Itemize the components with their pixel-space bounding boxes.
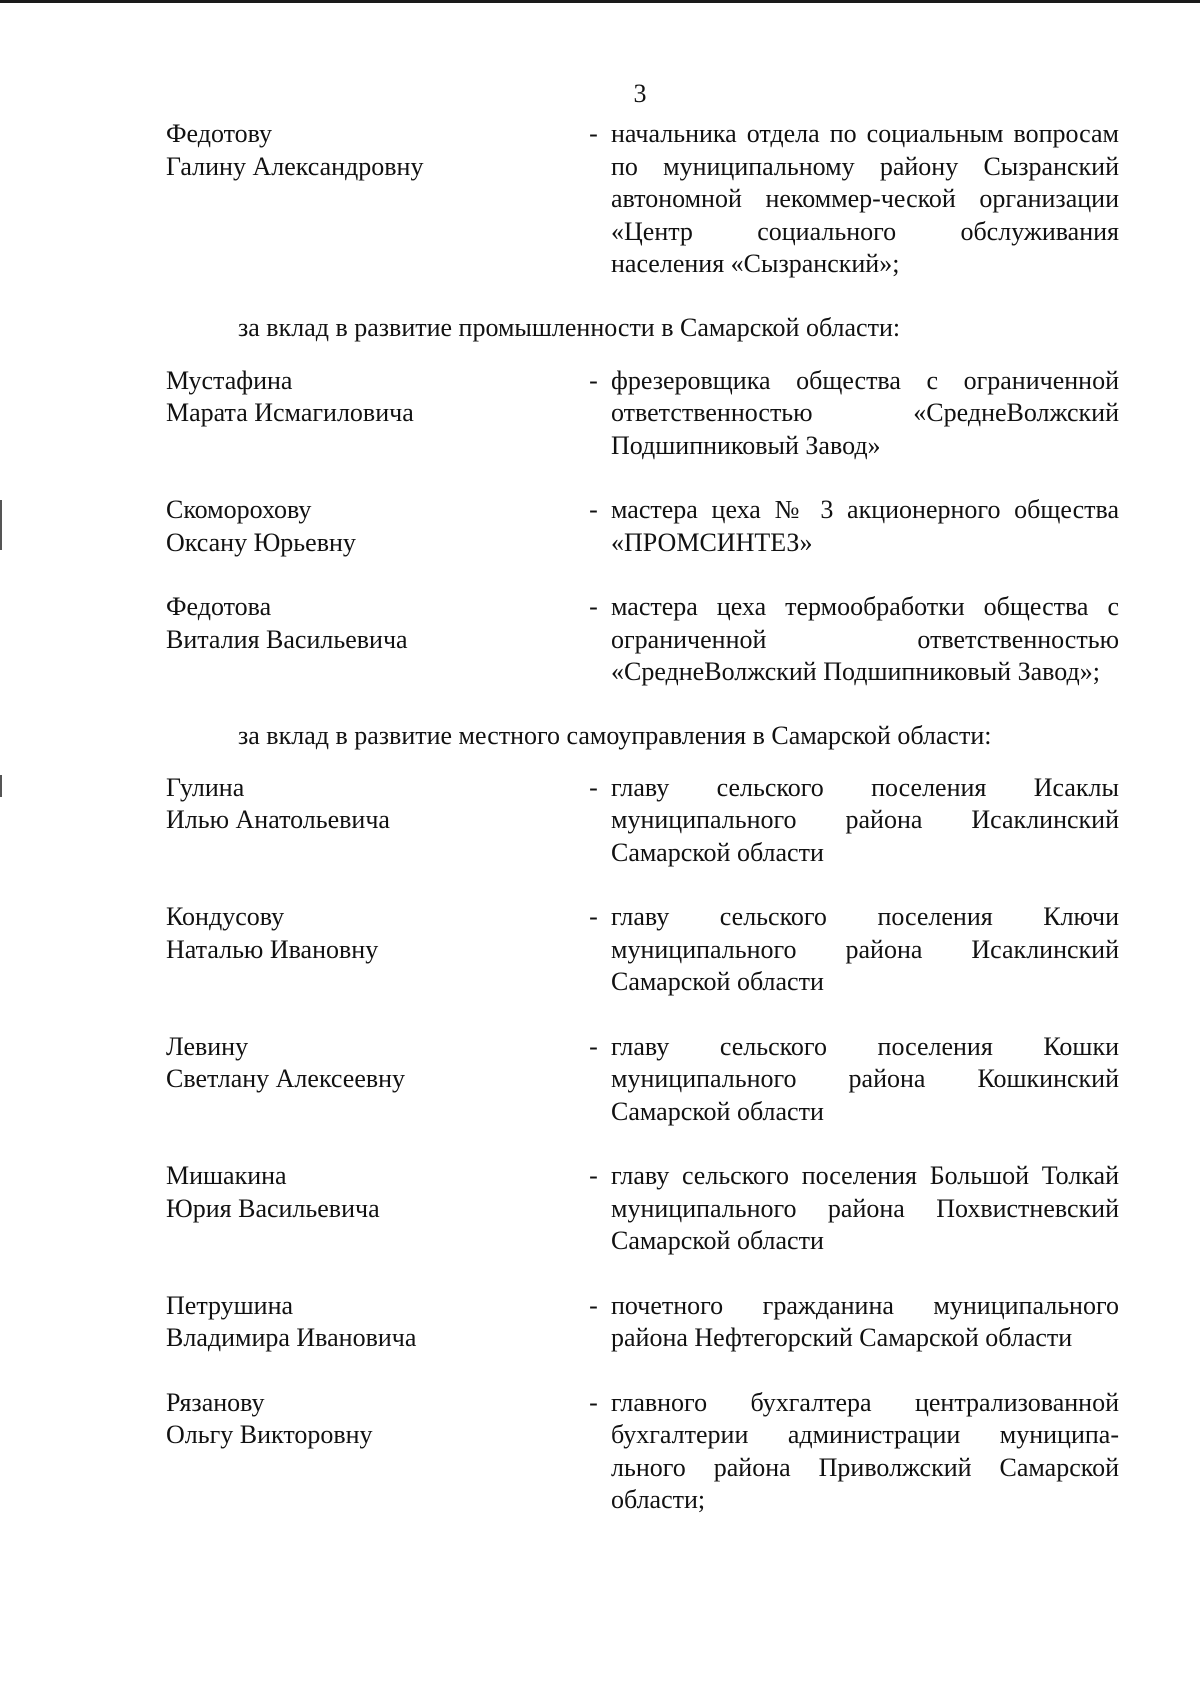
awardee-position: главу сельского поселения Большой Толкай муниципального района Похвистневский Самарской области xyxy=(611,1161,1119,1255)
awardee-position: главу сельского поселения Исаклы муниципального района Исаклинский Самарской области xyxy=(611,772,1119,867)
awardee-entry xyxy=(166,118,1119,281)
awardee-surname: Мишакина xyxy=(166,1161,287,1190)
awardee-position: главу сельского поселения Ключи муниципального района Исаклинский Самарской области xyxy=(611,902,1119,996)
awardee-entry xyxy=(166,772,1119,870)
entry-dash: - xyxy=(589,1031,598,1061)
award-block xyxy=(166,720,1119,1517)
scan-margin-mark xyxy=(0,500,2,550)
scan-margin-mark xyxy=(0,775,2,797)
entry-dash: - xyxy=(589,902,598,931)
awardee-position: главного бухгалтера централизованной бухгалтерии администрации муниципа-льного района Приволжский Самарской области; xyxy=(611,1387,1119,1514)
awardee-entry xyxy=(166,1160,1119,1258)
awardee-surname: Рязанову xyxy=(166,1387,265,1417)
awardee-name xyxy=(166,1160,576,1258)
awardee-given-names: Оксану Юрьевну xyxy=(166,527,356,557)
entry-dash: - xyxy=(589,119,598,148)
awardee-entry xyxy=(166,901,1119,999)
awardee-surname: Федотову xyxy=(166,119,273,148)
awardee-position: мастера цеха № 3 акционерного общества «ПРОМСИНТЕЗ» xyxy=(611,495,1119,557)
awardee-name xyxy=(166,494,576,559)
awardee-given-names: Владимира Ивановича xyxy=(166,1323,417,1352)
top-border-line xyxy=(0,0,1200,3)
award-block xyxy=(166,118,1119,281)
awardee-position: фрезеровщика общества с ограниченной ответственностью «СреднеВолжский Подшипниковый Завод» xyxy=(611,365,1119,460)
awardee-name xyxy=(166,1290,576,1355)
awardee-surname: Скоморохову xyxy=(166,495,312,524)
entry-dash: - xyxy=(589,592,598,621)
awardee-name xyxy=(166,591,576,689)
awardee-given-names: Илью Анатольевича xyxy=(166,805,390,834)
entry-dash: - xyxy=(589,1290,598,1320)
awardee-entry xyxy=(166,365,1119,463)
awardee-name xyxy=(166,365,576,463)
awardee-position: главу сельского поселения Кошки муниципального района Кошкинский Самарской области xyxy=(611,1031,1119,1126)
awardee-given-names: Светлану Алексеевну xyxy=(166,1064,406,1093)
entry-dash: - xyxy=(589,495,598,524)
awardee-surname: Мустафина xyxy=(166,365,293,395)
section-heading: за вклад в развитие промышленности в Самарской области: xyxy=(238,312,901,342)
awardee-name xyxy=(166,1387,576,1517)
section-heading: за вклад в развитие местного самоуправления в Самарской области: xyxy=(238,720,992,750)
entry-dash: - xyxy=(589,1161,598,1190)
awardee-surname: Петрушина xyxy=(166,1290,294,1320)
awardee-surname: Кондусову xyxy=(166,902,285,931)
awardee-entry xyxy=(166,1031,1119,1129)
entry-dash: - xyxy=(589,772,598,802)
awardee-given-names: Ольгу Викторовну xyxy=(166,1420,373,1449)
awardee-given-names: Галину Александровну xyxy=(166,151,424,181)
entry-dash: - xyxy=(589,1387,598,1417)
awardee-given-names: Марата Исмагиловича xyxy=(166,398,414,427)
awardee-entry xyxy=(166,494,1119,559)
awardee-surname: Федотова xyxy=(166,592,272,621)
award-block xyxy=(166,312,1119,689)
awardee-position: мастера цеха термообработки общества с ограниченной ответственностью «СреднеВолжский Подшипниковый Завод»; xyxy=(611,592,1119,686)
entry-dash: - xyxy=(589,365,598,395)
awardee-given-names: Наталью Ивановну xyxy=(166,934,379,964)
awardee-entry xyxy=(166,591,1119,689)
awardee-surname: Левину xyxy=(166,1031,249,1061)
awardee-surname: Гулина xyxy=(166,772,245,802)
awardee-entry xyxy=(166,1290,1119,1355)
awardee-position: начальника отдела по социальным вопросам по муниципальному району Сызранский автономной некоммер-ческой организации «Центр социального обслуживания населения «Сызранский»; xyxy=(611,119,1119,278)
awardee-name xyxy=(166,772,576,870)
document-body xyxy=(166,118,1119,1517)
awardee-given-names: Юрия Васильевича xyxy=(166,1193,380,1223)
awardee-name xyxy=(166,901,576,999)
awardee-entry xyxy=(166,1387,1119,1517)
awardee-position: почетного гражданина муниципального района Нефтегорский Самарской области xyxy=(611,1290,1119,1352)
page-number: 3 xyxy=(633,79,647,108)
awardee-name xyxy=(166,118,576,281)
awardee-given-names: Виталия Васильевича xyxy=(166,624,408,654)
awardee-name xyxy=(166,1031,576,1129)
